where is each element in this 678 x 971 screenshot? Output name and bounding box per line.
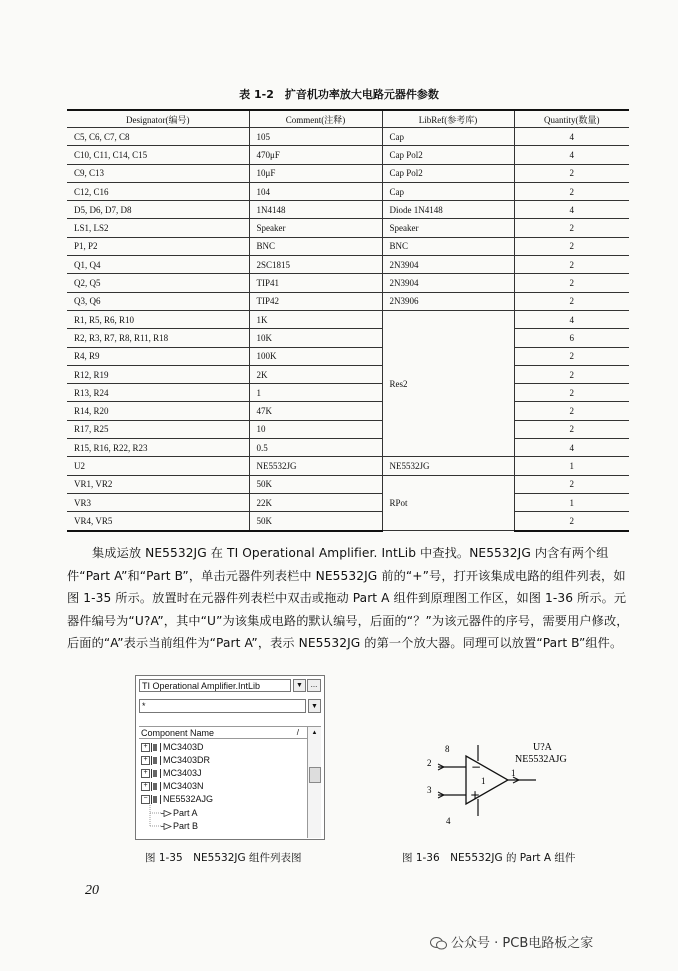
comment-cell: Speaker bbox=[249, 219, 382, 237]
component-label: NE5532AJG bbox=[163, 794, 214, 804]
collapse-minus-icon[interactable]: − bbox=[141, 795, 150, 804]
quantity-cell: 4 bbox=[514, 146, 629, 164]
part-label: Part A bbox=[173, 808, 198, 818]
watermark-text: 公众号 · PCB电路板之家 bbox=[451, 936, 594, 951]
list-scrollbar[interactable] bbox=[307, 727, 321, 838]
designator-cell: R2, R3, R7, R8, R11, R18 bbox=[67, 329, 249, 347]
sort-icon: / bbox=[296, 728, 299, 737]
comment-cell: 1N4148 bbox=[249, 201, 382, 219]
table-row bbox=[67, 475, 629, 493]
comment-cell: 1 bbox=[249, 384, 382, 402]
comment-cell: 1K bbox=[249, 310, 382, 328]
table-caption: 表 1-2 扩音机功率放大电路元器件参数 bbox=[239, 88, 439, 101]
component-chip-icon bbox=[151, 743, 161, 752]
comment-cell: BNC bbox=[249, 237, 382, 255]
quantity-cell: 2 bbox=[514, 274, 629, 292]
list-item[interactable] bbox=[141, 754, 210, 767]
libref-cell: 2N3904 bbox=[382, 256, 514, 274]
pin-top-label: 8 bbox=[445, 744, 450, 754]
comment-cell: 105 bbox=[249, 128, 382, 146]
part-label: Part B bbox=[173, 821, 199, 831]
library-selector bbox=[139, 679, 319, 693]
comment-cell: 47K bbox=[249, 402, 382, 420]
filter-dropdown-button[interactable] bbox=[308, 699, 321, 713]
component-label: MC3403DR bbox=[163, 755, 211, 765]
quantity-cell: 4 bbox=[514, 439, 629, 457]
designator-cell: C9, C13 bbox=[67, 164, 249, 182]
designator-cell: Q1, Q4 bbox=[67, 256, 249, 274]
designator-cell: R15, R16, R22, R23 bbox=[67, 439, 249, 457]
header-comment: Comment(注释) bbox=[249, 110, 382, 128]
chevron-down-icon: ▼ bbox=[311, 703, 318, 710]
comment-cell: 2SC1815 bbox=[249, 256, 382, 274]
table-row bbox=[67, 365, 629, 383]
comment-cell: TIP41 bbox=[249, 274, 382, 292]
component-label: MC3403J bbox=[163, 768, 202, 778]
table-row bbox=[67, 164, 629, 182]
figure-1-36-caption: 图 1-36 NE5532JG 的 Part A 组件 bbox=[402, 852, 576, 864]
quantity-cell: 2 bbox=[514, 292, 629, 310]
designator-cell: D5, D6, D7, D8 bbox=[67, 201, 249, 219]
table-row bbox=[67, 310, 629, 328]
scroll-thumb[interactable] bbox=[309, 767, 321, 783]
table-row bbox=[67, 493, 629, 511]
designator-cell: R13, R24 bbox=[67, 384, 249, 402]
list-item[interactable] bbox=[141, 741, 204, 754]
library-more-button[interactable]: ... bbox=[307, 679, 321, 692]
filter-row bbox=[139, 699, 321, 713]
pin-center-label: 1 bbox=[481, 776, 486, 786]
part-item[interactable] bbox=[161, 807, 198, 819]
libref-cell: Speaker bbox=[382, 219, 514, 237]
component-label: MC3403D bbox=[163, 742, 204, 752]
scroll-up-icon[interactable]: ▲ bbox=[311, 730, 318, 736]
plus-sign: + bbox=[470, 788, 481, 802]
designator-cell: C5, C6, C7, C8 bbox=[67, 128, 249, 146]
pin-bottom-label: 4 bbox=[446, 816, 451, 826]
header-designator: Designator(编号) bbox=[67, 110, 249, 128]
component-list-panel bbox=[135, 675, 325, 840]
watermark bbox=[430, 932, 593, 951]
quantity-cell: 2 bbox=[514, 365, 629, 383]
comment-cell: 50K bbox=[249, 512, 382, 531]
quantity-cell: 4 bbox=[514, 310, 629, 328]
designator-cell: LS1, LS2 bbox=[67, 219, 249, 237]
part-item[interactable] bbox=[161, 820, 198, 832]
designator-cell: C10, C11, C14, C15 bbox=[67, 146, 249, 164]
designator-cell: VR3 bbox=[67, 493, 249, 511]
designator-cell: R4, R9 bbox=[67, 347, 249, 365]
table-row bbox=[67, 292, 629, 310]
library-select[interactable]: TI Operational Amplifier.IntLib bbox=[139, 679, 291, 692]
pin-inv-label: 2 bbox=[427, 758, 432, 768]
quantity-cell: 2 bbox=[514, 347, 629, 365]
designator-cell: R17, R25 bbox=[67, 420, 249, 438]
table-row bbox=[67, 219, 629, 237]
table-row bbox=[67, 182, 629, 200]
tree-connector-lines bbox=[147, 805, 163, 829]
table-row bbox=[67, 439, 629, 457]
designator-cell: R14, R20 bbox=[67, 402, 249, 420]
parts-table bbox=[67, 109, 629, 532]
quantity-cell: 4 bbox=[514, 201, 629, 219]
designator-cell: Q2, Q5 bbox=[67, 274, 249, 292]
quantity-cell: 2 bbox=[514, 182, 629, 200]
component-chip-icon bbox=[151, 756, 161, 765]
component-label: MC3403N bbox=[163, 781, 204, 791]
designator-cell: R12, R19 bbox=[67, 365, 249, 383]
table-row bbox=[67, 457, 629, 475]
quantity-cell: 2 bbox=[514, 420, 629, 438]
chevron-down-icon: ▼ bbox=[296, 682, 303, 689]
pin-noninv-label: 3 bbox=[427, 785, 432, 795]
designator-cell: U2 bbox=[67, 457, 249, 475]
designator-cell: P1, P2 bbox=[67, 237, 249, 255]
quantity-cell: 2 bbox=[514, 402, 629, 420]
library-dropdown-button[interactable] bbox=[293, 679, 306, 692]
quantity-cell: 1 bbox=[514, 457, 629, 475]
comment-cell: TIP42 bbox=[249, 292, 382, 310]
table-row bbox=[67, 347, 629, 365]
libref-cell: 2N3904 bbox=[382, 274, 514, 292]
designator-cell: VR4, VR5 bbox=[67, 512, 249, 531]
libref-cell: Cap bbox=[382, 182, 514, 200]
libref-cell: Cap Pol2 bbox=[382, 164, 514, 182]
comment-cell: 0.5 bbox=[249, 439, 382, 457]
quantity-cell: 2 bbox=[514, 384, 629, 402]
comment-cell: 10 bbox=[249, 420, 382, 438]
part-name-label: NE5532AJG bbox=[515, 754, 567, 765]
designator-cell: C12, C16 bbox=[67, 182, 249, 200]
quantity-cell: 2 bbox=[514, 219, 629, 237]
paragraph-text: 集成运放 NE5532JG 在 TI Operational Amplifier. IntLib 中查找。NE5532JG 内含有两个组件“Part A”和“Part B”，单击元器件列表栏中 NE5532JG 前的“+”号，打开该集成电路的组件列表，如图 1-35 所示。放置时在元器件列表栏中双击或拖动 Part A 组件到原理图工作区，如图 1-36 所示。元器件编号为“U?A”，其中“U”为该集成电路的默认编号，后面的“？”为该元器件的序号，需要用户修改，后面的“A”表示当前组件为“Part A”，表示 NE5532JG 的第一个放大器。同理可以放置“Part B”组件。 bbox=[67, 546, 629, 650]
table-row bbox=[67, 329, 629, 347]
expand-plus-icon[interactable]: + bbox=[141, 769, 150, 778]
wechat-icon bbox=[430, 937, 447, 950]
table-row bbox=[67, 128, 629, 146]
quantity-cell: 4 bbox=[514, 128, 629, 146]
component-chip-icon bbox=[151, 769, 161, 778]
table-row bbox=[67, 402, 629, 420]
column-header-component-name[interactable] bbox=[139, 727, 307, 739]
comment-cell: 50K bbox=[249, 475, 382, 493]
header-quantity: Quantity(数量) bbox=[514, 110, 629, 128]
page-number: 20 bbox=[85, 883, 99, 898]
header-libref: LibRef(参考库) bbox=[382, 110, 514, 128]
comment-cell: NE5532JG bbox=[249, 457, 382, 475]
comment-cell: 100K bbox=[249, 347, 382, 365]
table-row bbox=[67, 274, 629, 292]
opamp-schematic bbox=[408, 740, 598, 840]
quantity-cell: 2 bbox=[514, 164, 629, 182]
body-paragraph bbox=[67, 542, 633, 655]
comment-cell: 22K bbox=[249, 493, 382, 511]
comment-cell: 470μF bbox=[249, 146, 382, 164]
quantity-cell: 6 bbox=[514, 329, 629, 347]
libref-rpot-cell: RPot bbox=[382, 475, 514, 530]
libref-cell: NE5532JG bbox=[382, 457, 514, 475]
table-row bbox=[67, 512, 629, 531]
table-row bbox=[67, 201, 629, 219]
figure-1-35-caption: 图 1-35 NE5532JG 组件列表图 bbox=[145, 852, 302, 864]
libref-cell: Cap bbox=[382, 128, 514, 146]
component-chip-icon bbox=[151, 782, 161, 791]
quantity-cell: 2 bbox=[514, 512, 629, 531]
designator-cell: Q3, Q6 bbox=[67, 292, 249, 310]
libref-cell: BNC bbox=[382, 237, 514, 255]
quantity-cell: 1 bbox=[514, 493, 629, 511]
table-row bbox=[67, 420, 629, 438]
quantity-cell: 2 bbox=[514, 256, 629, 274]
libref-res2-cell: Res2 bbox=[382, 310, 514, 456]
table-row bbox=[67, 237, 629, 255]
table-row bbox=[67, 256, 629, 274]
designator-cell: VR1, VR2 bbox=[67, 475, 249, 493]
libref-cell: 2N3906 bbox=[382, 292, 514, 310]
designator-label: U?A bbox=[533, 742, 552, 753]
table-row bbox=[67, 384, 629, 402]
list-item[interactable] bbox=[141, 767, 202, 780]
table-row bbox=[67, 146, 629, 164]
filter-input[interactable]: * bbox=[139, 699, 306, 713]
comment-cell: 2K bbox=[249, 365, 382, 383]
column-header-label: Component Name bbox=[141, 728, 215, 738]
quantity-cell: 2 bbox=[514, 475, 629, 493]
libref-cell: Cap Pol2 bbox=[382, 146, 514, 164]
quantity-cell: 2 bbox=[514, 237, 629, 255]
list-item[interactable] bbox=[141, 780, 204, 793]
component-chip-icon bbox=[151, 795, 161, 804]
comment-cell: 104 bbox=[249, 182, 382, 200]
libref-cell: Diode 1N4148 bbox=[382, 201, 514, 219]
component-list bbox=[139, 726, 321, 838]
comment-cell: 10μF bbox=[249, 164, 382, 182]
expand-plus-icon[interactable]: + bbox=[141, 743, 150, 752]
pin-out-label: 1 bbox=[511, 768, 516, 778]
expand-plus-icon[interactable]: + bbox=[141, 782, 150, 791]
designator-cell: R1, R5, R6, R10 bbox=[67, 310, 249, 328]
comment-cell: 10K bbox=[249, 329, 382, 347]
expand-plus-icon[interactable]: + bbox=[141, 756, 150, 765]
minus-sign: − bbox=[471, 760, 482, 774]
